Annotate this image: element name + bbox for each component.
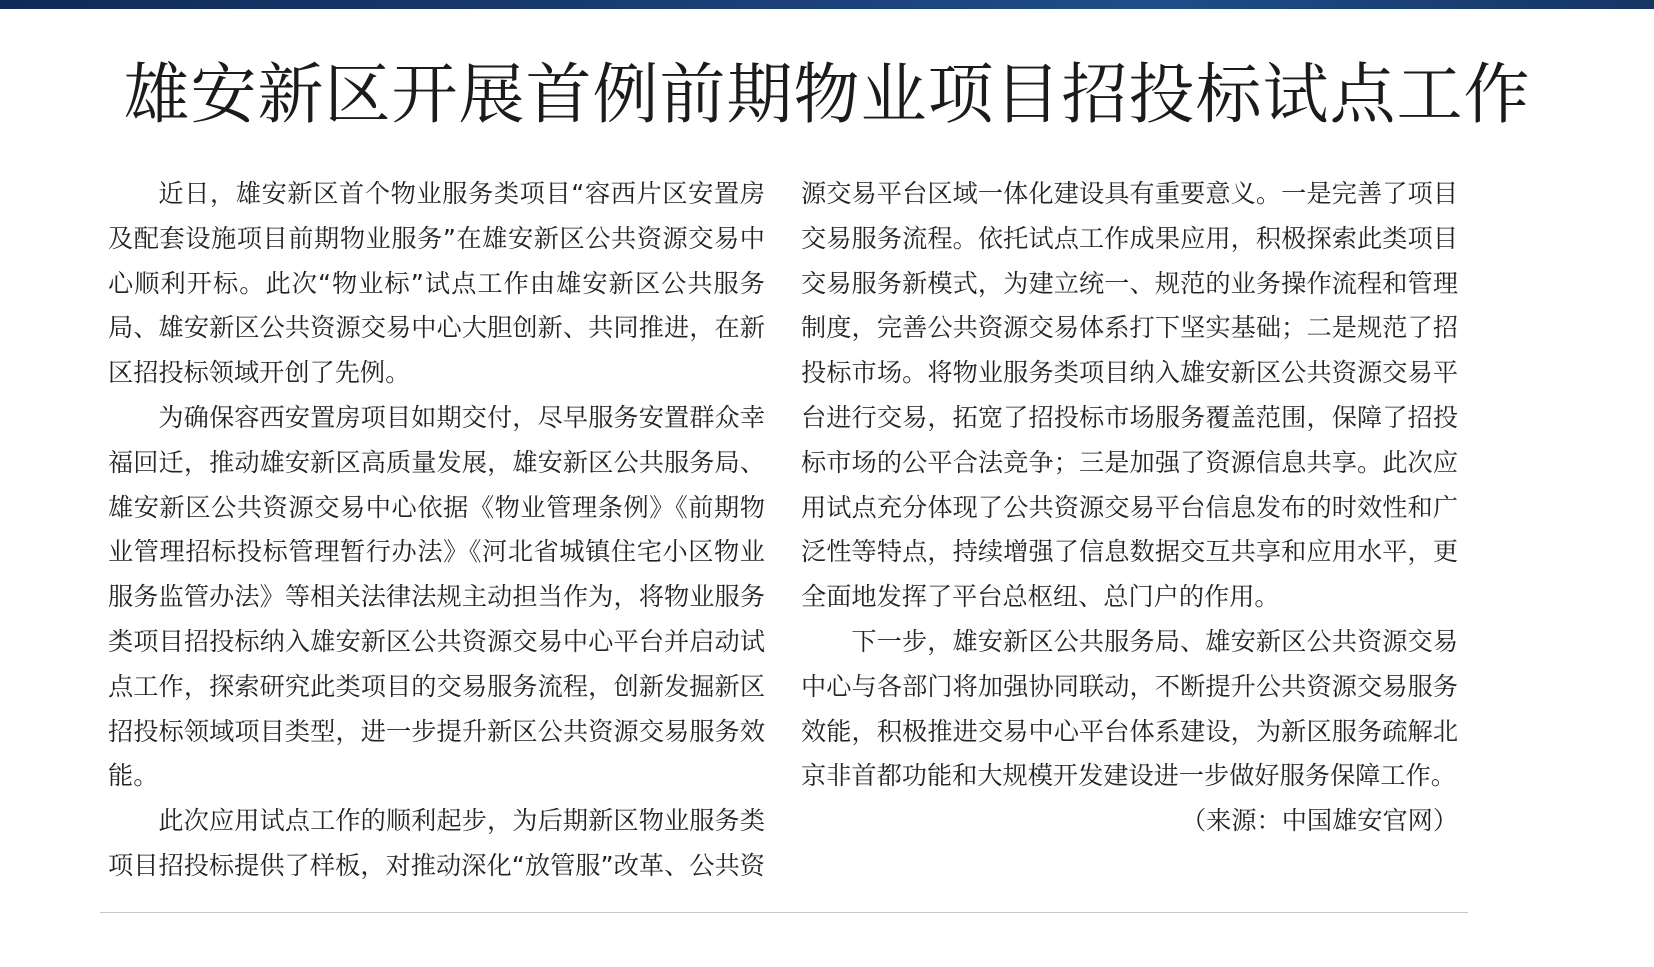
article-headline: 雄安新区开展首例前期物业项目招投标试点工作 (123, 56, 1531, 133)
article-source: （来源：中国雄安官网） (1180, 806, 1458, 836)
paragraph-3-text: 此次应用试点工作的顺利起步，为后期新区物业服务类项目招投标提供了样板，对推动深化“放管服”改革、公共资源交易平台区域一体化建设具有重要意义。一是完善了项目交易服务流程。依托试点工作成果应用，积极探索此类项目交易服务新模式，为建立统一、规范的业务操作流程和管理制度，完善公共资源交易体系打下坚实基础；二是规范了招投标市场。将物业服务类项目纳入雄安新区公共资源交易平台进行交易，拓宽了招投标市场服务覆盖范围，保障了招投标市场的公平合法竞争；三是加强了资源信息共享。此次应用试点充分体现了公共资源交易平台信息发布的时效性和广泛性等特点，持续增强了信息数据交互共享和应用水平，更全面地发挥了平台总枢纽、总门户的作用。 (108, 179, 1458, 880)
top-color-band (0, 0, 1654, 9)
article-paragraph-2 (108, 396, 765, 799)
article-body (108, 172, 1458, 892)
bottom-divider (100, 912, 1468, 913)
paragraph-4-text: 下一步，雄安新区公共服务局、雄安新区公共资源交易中心与各部门将加强协同联动，不断提升公共资源交易服务效能，积极推进交易中心平台体系建设，为新区服务疏解北京非首都功能和大规模开发建设进一步做好服务保障工作。 (801, 626, 1458, 791)
paragraph-2-text: 为确保容西安置房项目如期交付，尽早服务安置群众幸福回迁，推动雄安新区高质量发展，雄安新区公共服务局、雄安新区公共资源交易中心依据《物业管理条例》《前期物业管理招标投标管理暂行办法》《河北省城镇住宅小区物业服务监管办法》等相关法律法规主动担当作为，将物业服务类项目招投标纳入雄安新区公共资源交易中心平台并启动试点工作，探索研究此类项目的交易服务流程，创新发掘新区招投标领域项目类型，进一步提升新区公共资源交易服务效能。 (108, 402, 765, 791)
article-paragraph-4 (801, 620, 1458, 836)
article-paragraph-1 (108, 172, 765, 396)
paragraph-1-text: 近日，雄安新区首个物业服务类项目“容西片区安置房及配套设施项目前期物业服务”在雄安新区公共资源交易中心顺利开标。此次“物业标”试点工作由雄安新区公共服务局、雄安新区公共资源交易中心大胆创新、共同推进，在新区招投标领域开创了先例。 (108, 179, 765, 388)
